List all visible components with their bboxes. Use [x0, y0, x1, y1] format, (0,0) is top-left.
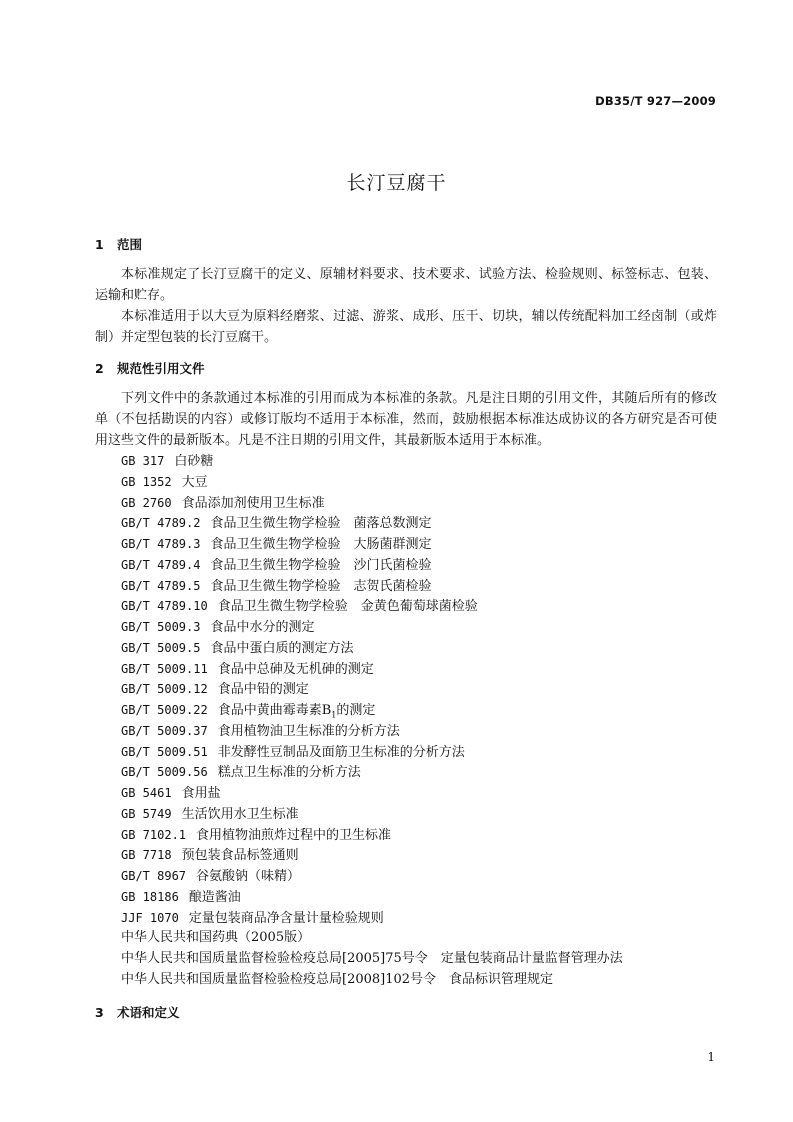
section-number: 3 — [95, 1005, 104, 1020]
reference-code: GB/T 5009.37 — [121, 723, 208, 738]
reference-title: 食用盐 — [181, 786, 221, 801]
reference-code: GB/T 4789.5 — [121, 578, 201, 593]
reference-title: 食品中蛋白质的测定方法 — [210, 640, 354, 656]
reference-item — [121, 762, 623, 783]
reference-title: 食品中水分的测定 — [210, 620, 315, 635]
reference-item — [121, 783, 623, 804]
reference-code: GB/T 4789.2 — [121, 516, 201, 531]
reference-title: 中华人民共和国质量监督检验检疫总局[2005]75号令 定量包装商品计量监督管理办法 — [121, 951, 623, 966]
reference-item — [121, 493, 623, 514]
reference-item — [121, 928, 623, 949]
section-heading-terms-definitions — [95, 1003, 180, 1021]
reference-code: JJF 1070 — [121, 910, 179, 925]
document-title: 长汀豆腐干 — [346, 172, 447, 194]
reference-title-suffix: 的测定 — [336, 703, 376, 718]
section-heading-scope — [95, 235, 142, 253]
section-heading-normative-references — [95, 359, 205, 377]
reference-code: GB/T 4789.4 — [121, 557, 201, 572]
references-intro-paragraph: 下列文件中的条款通过本标准的引用而成为本标准的条款。凡是注日期的引用文件，其随后所有的修改单（不包括勘误的内容）或修订版均不适用于本标准，然而，鼓励根据本标准达成协议的各方研究是否可使用这些文件的最新版本。凡是不注日期的引用文件，其最新版本适用于本标准。 — [95, 391, 717, 448]
reference-title: 酿造酱油 — [188, 889, 241, 905]
reference-item — [121, 679, 623, 700]
reference-item — [121, 617, 623, 638]
reference-item — [121, 555, 623, 576]
reference-item — [121, 700, 623, 721]
reference-title: 食用植物油卫生标准的分析方法 — [217, 723, 400, 739]
reference-item — [121, 472, 623, 493]
reference-code: GB 7102.1 — [121, 827, 187, 842]
reference-title: 食品中总砷及无机砷的测定 — [217, 661, 374, 677]
reference-item — [121, 576, 623, 597]
section-number: 2 — [95, 361, 104, 376]
reference-code: GB 317 — [121, 454, 165, 468]
reference-code: GB/T 4789.10 — [121, 599, 208, 614]
reference-title: 预包装食品标签通则 — [181, 848, 299, 864]
reference-code: GB 7718 — [121, 848, 172, 863]
reference-code: GB 2760 — [121, 495, 172, 510]
reference-title: 谷氨酸钠（味精） — [196, 869, 301, 884]
reference-item — [121, 638, 623, 659]
reference-item — [121, 451, 623, 472]
reference-list — [121, 451, 623, 991]
reference-title: 糕点卫生标准的分析方法 — [217, 765, 361, 781]
reference-title: 中华人民共和国药典（2005版） — [121, 930, 311, 946]
reference-title: 食品卫生微生物学检验 菌落总数测定 — [210, 516, 432, 532]
reference-item — [121, 866, 623, 887]
reference-item — [121, 949, 623, 970]
reference-item — [121, 887, 623, 908]
reference-item — [121, 970, 623, 991]
reference-code: GB 18186 — [121, 889, 179, 904]
scope-paragraph: 本标准规定了长汀豆腐干的定义、原辅材料要求、技术要求、试验方法、检验规则、标签标志、包装、运输和贮存。 — [95, 267, 717, 303]
reference-title: 食品中黄曲霉毒素B — [217, 703, 332, 718]
reference-item — [121, 659, 623, 680]
section-title: 规范性引用文件 — [117, 361, 205, 376]
reference-code: GB/T 4789.3 — [121, 537, 201, 551]
scope-paragraph: 本标准适用于以大豆为原料经磨浆、过滤、游浆、成形、压干、切块，辅以传统配料加工经卤制（或炸制）并定型包装的长汀豆腐干。 — [95, 309, 717, 345]
page-number: 1 — [707, 1050, 715, 1064]
reference-title: 食品卫生微生物学检验 志贺氏菌检验 — [210, 578, 432, 594]
section-title: 术语和定义 — [117, 1005, 180, 1020]
reference-title: 食品卫生微生物学检验 金黄色葡萄球菌检验 — [217, 599, 478, 615]
reference-code: GB/T 5009.12 — [121, 682, 208, 697]
reference-item — [121, 534, 623, 555]
reference-code: GB 5749 — [121, 806, 172, 821]
reference-item — [121, 845, 623, 866]
reference-title: 食用植物油煎炸过程中的卫生标准 — [196, 827, 392, 843]
reference-title: 食品中铅的测定 — [217, 682, 309, 698]
reference-code: GB/T 8967 — [121, 869, 187, 883]
reference-item — [121, 804, 623, 825]
reference-code: GB/T 5009.5 — [121, 640, 201, 655]
reference-code: GB/T 5009.51 — [121, 744, 208, 759]
reference-title: 食品添加剂使用卫生标准 — [181, 495, 325, 511]
reference-item — [121, 908, 623, 929]
reference-code: GB/T 5009.3 — [121, 620, 201, 634]
reference-title: 生活饮用水卫生标准 — [181, 806, 299, 822]
reference-code: GB 1352 — [121, 474, 172, 489]
reference-item — [121, 513, 623, 534]
section-title: 范围 — [117, 237, 143, 252]
reference-subscript: 1 — [331, 710, 337, 720]
reference-code: GB/T 5009.11 — [121, 661, 208, 676]
reference-item — [121, 825, 623, 846]
reference-item — [121, 742, 623, 763]
reference-code: GB 5461 — [121, 786, 172, 800]
reference-title: 中华人民共和国质量监督检验检疫总局[2008]102号令 食品标识管理规定 — [121, 971, 554, 987]
reference-code: GB/T 5009.22 — [121, 703, 208, 717]
reference-title: 大豆 — [181, 474, 208, 490]
section-number: 1 — [95, 237, 104, 252]
reference-title: 白砂糖 — [174, 454, 214, 469]
reference-title: 食品卫生微生物学检验 沙门氏菌检验 — [210, 557, 432, 573]
reference-code: GB/T 5009.56 — [121, 765, 208, 780]
reference-title: 食品卫生微生物学检验 大肠菌群测定 — [210, 537, 432, 552]
reference-title: 非发酵性豆制品及面筋卫生标准的分析方法 — [217, 744, 465, 760]
reference-item — [121, 721, 623, 742]
reference-item — [121, 596, 623, 617]
reference-title: 定量包装商品净含量计量检验规则 — [188, 910, 384, 926]
standard-code: DB35/T 927—2009 — [595, 94, 716, 108]
